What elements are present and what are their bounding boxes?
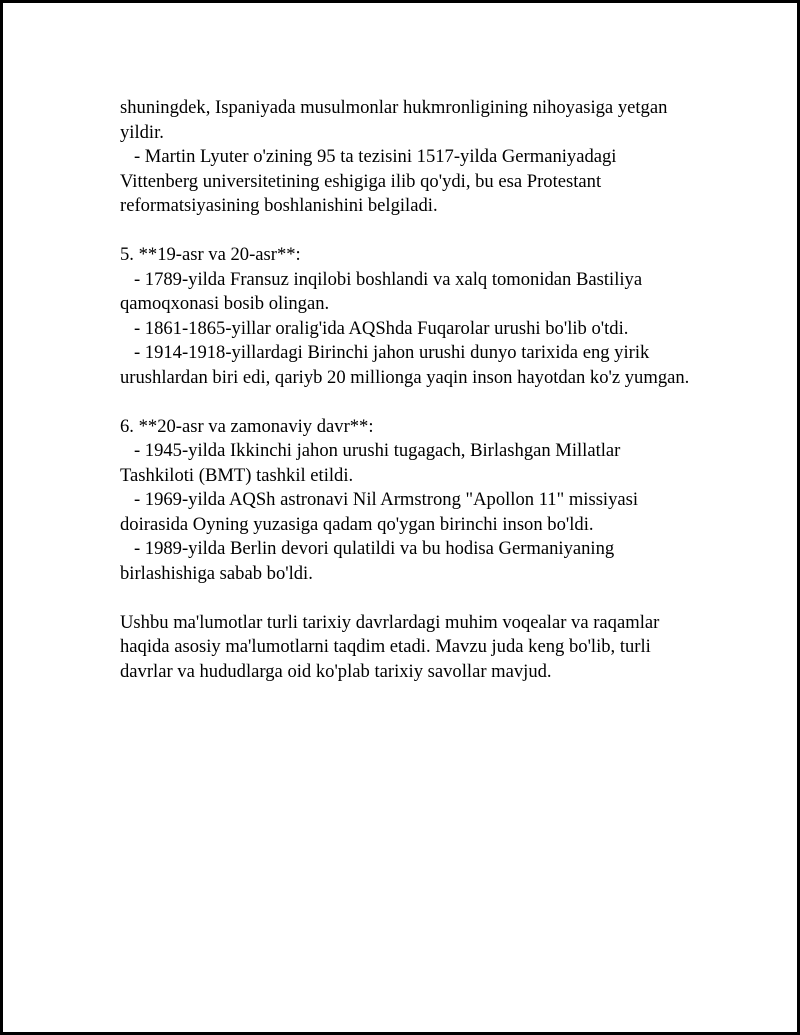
text-line: doirasida Oyning yuzasiga qadam qo'ygan birinchi inson bo'ldi.	[120, 513, 594, 535]
text-line: - 1969-yilda AQSh astronavi Nil Armstrong "Apollon 11" missiyasi	[120, 489, 639, 510]
text-line: - Martin Lyuter o'zining 95 ta tezisini 1517-yilda Germaniyadagi	[120, 146, 617, 167]
text-line: - 1989-yilda Berlin devori qulatildi va bu hodisa Germaniyaning	[120, 538, 615, 559]
text-line: reformatsiyasining boshlanishini belgiladi.	[120, 195, 438, 216]
text-line: Tashkiloti (BMT) tashkil etildi.	[120, 464, 354, 486]
text-line: haqida asosiy ma'lumotlarni taqdim etadi. Mavzu juda keng bo'lib, turli	[120, 636, 651, 657]
text-line: Vittenberg universitetining eshigiga ilib qo'ydi, bu esa Protestant	[120, 170, 602, 192]
paragraph-spacer	[120, 390, 700, 415]
text-line: - 1861-1865-yillar oralig'ida AQShda Fuqarolar urushi bo'lib o'tdi.	[120, 317, 629, 339]
text-line: Ushbu ma'lumotlar turli tarixiy davrlardagi muhim voqealar va raqamlar	[120, 611, 660, 633]
text-line: birlashishiga sabab bo'ldi.	[120, 562, 313, 584]
paragraph-spacer	[120, 219, 700, 244]
list-item	[120, 341, 700, 390]
text-line: - 1914-1918-yillardagi Birinchi jahon urushi dunyo tarixida eng yirik	[120, 342, 650, 363]
paragraph-intro-end	[120, 96, 700, 145]
text-line: - 1789-yilda Fransuz inqilobi boshlandi va xalq tomonidan Bastiliya	[120, 268, 643, 290]
list-item-luther	[120, 145, 700, 219]
text-line: urushlardan biri edi, qariyb 20 millionga yaqin inson hayotdan ko'z yumgan.	[120, 366, 690, 388]
section-6	[120, 415, 700, 587]
list-item	[120, 439, 700, 488]
section-heading: 6. **20-asr va zamonaviy davr**:	[120, 415, 374, 437]
text-line: davrlar va hududlarga oid ko'plab tarixiy savollar mavjud.	[120, 660, 552, 682]
list-item	[120, 537, 700, 586]
section-heading: 5. **19-asr va 20-asr**:	[120, 244, 301, 265]
list-item	[120, 317, 700, 342]
section-5	[120, 243, 700, 390]
text-line: qamoqxonasi bosib olingan.	[120, 293, 330, 314]
text-line: shuningdek, Ispaniyada musulmonlar hukmronligining nihoyasiga yetgan	[120, 97, 668, 118]
text-line: yildir.	[120, 121, 164, 143]
list-item	[120, 488, 700, 537]
list-item	[120, 268, 700, 317]
text-line: - 1945-yilda Ikkinchi jahon urushi tugagach, Birlashgan Millatlar	[120, 440, 621, 461]
paragraph-spacer	[120, 586, 700, 611]
paragraph-conclusion	[120, 611, 700, 685]
document-body	[120, 96, 700, 684]
